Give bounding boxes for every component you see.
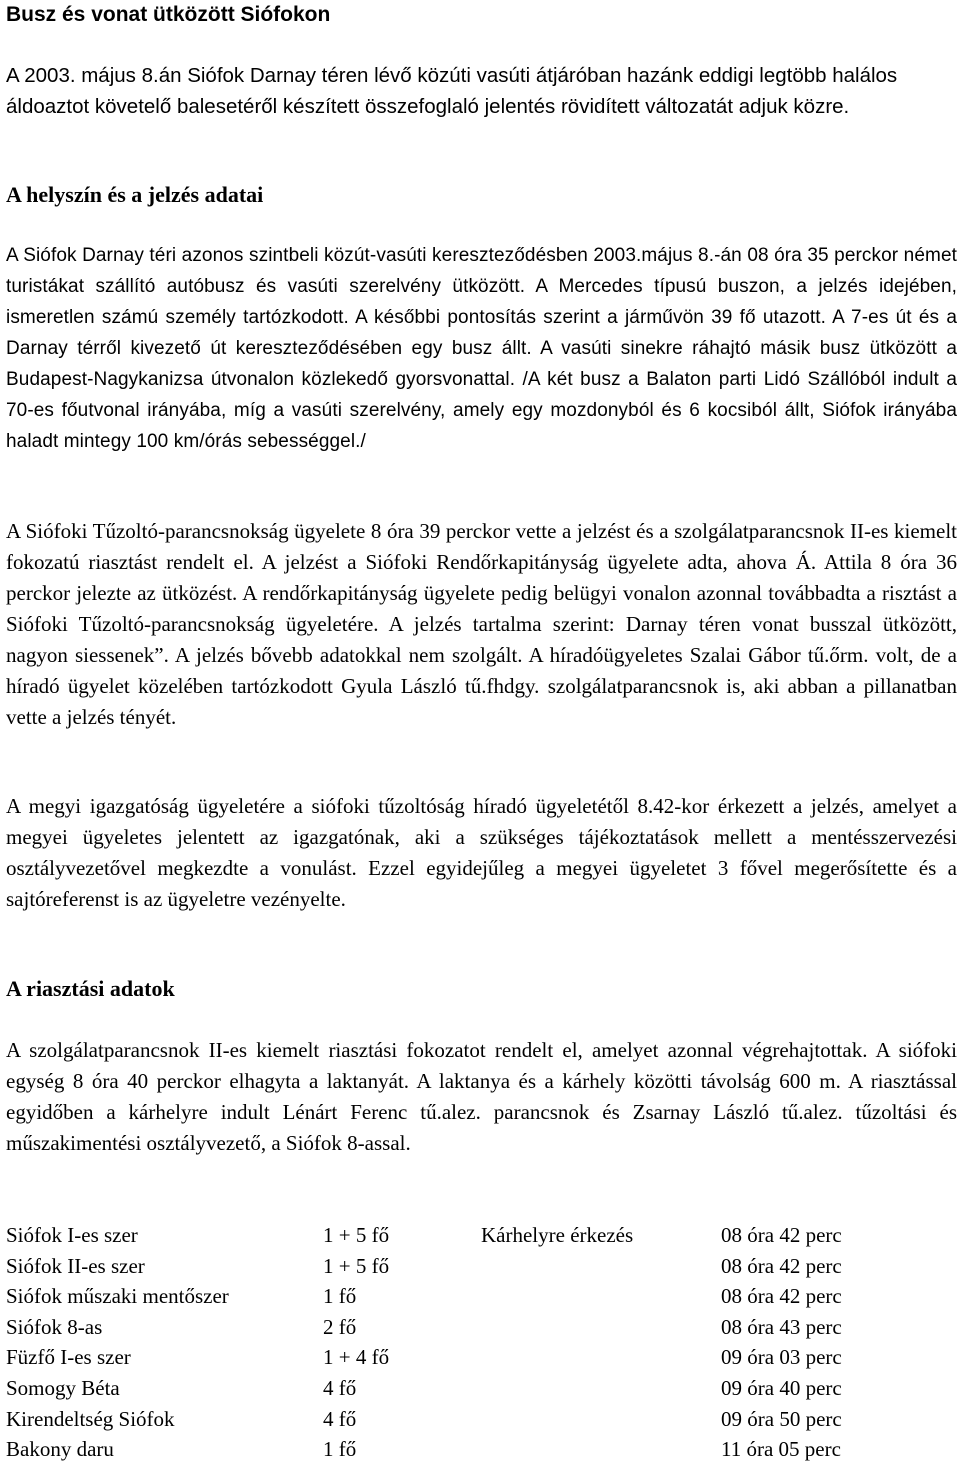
- unit-name-cell: Siófok II-es szer: [6, 1253, 145, 1278]
- event-cell: [481, 1373, 721, 1404]
- event-cell: [481, 1434, 721, 1465]
- section-heading-location: A helyszín és a jelzés adatai: [6, 182, 264, 207]
- crew-count-cell: 4 fő: [323, 1375, 357, 1400]
- arrival-time-cell: 09 óra 03 perc: [721, 1345, 842, 1370]
- table-row: [6, 1434, 881, 1465]
- crew-count-cell: 1 + 5 fő: [323, 1223, 390, 1247]
- arrival-time-cell: 08 óra 42 perc: [721, 1223, 842, 1247]
- event-cell: [481, 1342, 721, 1373]
- event-cell: [481, 1404, 721, 1435]
- document-title: Busz és vonat ütközött Siófokon: [6, 3, 331, 26]
- crew-count-cell: 4 fő: [323, 1406, 357, 1431]
- event-cell: [481, 1312, 721, 1343]
- units-arrival-table: [6, 1220, 881, 1465]
- crew-count-cell: 1 fő: [323, 1437, 357, 1462]
- event-cell: [481, 1281, 721, 1312]
- crew-count-cell: 1 + 5 fő: [323, 1253, 390, 1278]
- paragraph-incident-details: A Siófok Darnay téri azonos szintbeli közút-vasúti kereszteződésben 2003.május 8.-án 08 óra 35 perckor német turistákat szállító autóbusz és vasúti szerelvény ütközött. A Mercedes típusú buszon, a jelzés idejében, ismeretlen számú személy tartózkodott. A későbbi pontosítás szerint a járművön 39 fő utazott. A 7-es út és a Darnay térről kivezető út kereszteződésében egy busz állt. A vasúti sinekre ráhajtó másik busz ütközött a Budapest-Nagykanizsa útvonalon közlekedő gyorsvonattal. /A két busz a Balaton parti Lidó Szállóból indult a 70-es főutvonal irányába, míg a vasúti szerelvény, amely egy mozdonyból és 6 kocsiból állt, Siófok irányába haladt mintegy 100 km/órás sebességgel./: [6, 245, 957, 452]
- unit-name-cell: Siófok I-es szer: [6, 1223, 138, 1247]
- paragraph-county-directorate: A megyi igazgatóság ügyeletére a siófoki tűzoltóság híradó ügyeletétől 8.42-kor érkezett a jelzés, amelyet a megyei ügyeletes jelentett az igazgatónak, aki a szükséges tájékoztatások mellett a mentésszervezési osztályvezetővel megkezdte a vonulást. Ezzel egyidejűleg a megyei ügyeletet 3 fővel megerősítette és a sajtóreferenst is az ügyeletre vezényelte.: [6, 794, 957, 911]
- section-heading-alarm: A riasztási adatok: [6, 976, 175, 1001]
- arrival-time-cell: 08 óra 42 perc: [721, 1253, 842, 1278]
- paragraph-alarm-details: A szolgálatparancsnok II-es kiemelt riasztási fokozatot rendelt el, amelyet azonnal végrehajtottak. A siófoki egység 8 óra 40 perckor elhagyta a laktanyát. A laktanya és a kárhely közötti távolság 600 m. A riasztással egyidőben a kárhelyre indult Lénárt Ferenc tű.alez. parancsnok és Zsarnay László tű.alez. tűzoltási és műszakimentési osztályvezető, a Siófok 8-assal.: [6, 1038, 957, 1155]
- unit-name-cell: Siófok műszaki mentőszer: [6, 1284, 229, 1309]
- table-row: [6, 1342, 881, 1373]
- table-row: [6, 1251, 881, 1282]
- arrival-time-cell: 11 óra 05 perc: [721, 1437, 841, 1462]
- table-row: [6, 1220, 881, 1251]
- arrival-time-cell: 08 óra 43 perc: [721, 1314, 842, 1339]
- unit-name-cell: Kirendeltség Siófok: [6, 1406, 175, 1431]
- crew-count-cell: 1 + 4 fő: [323, 1345, 390, 1370]
- event-cell: Kárhelyre érkezés: [481, 1223, 634, 1247]
- crew-count-cell: 1 fő: [323, 1284, 357, 1309]
- event-cell: [481, 1251, 721, 1282]
- arrival-time-cell: 09 óra 40 perc: [721, 1375, 842, 1400]
- intro-paragraph: A 2003. május 8.án Siófok Darnay téren lévő közúti vasúti átjáróban hazánk eddigi legtöbb halálos áldoaztot követelő balesetéről készített összefoglaló jelentés rövidített változatát adjuk közre.: [6, 64, 898, 118]
- table-row: [6, 1281, 881, 1312]
- unit-name-cell: Füzfő I-es szer: [6, 1345, 131, 1370]
- crew-count-cell: 2 fő: [323, 1314, 357, 1339]
- table-row: [6, 1373, 881, 1404]
- unit-name-cell: Siófok 8-as: [6, 1314, 103, 1339]
- unit-name-cell: Somogy Béta: [6, 1375, 120, 1400]
- arrival-time-cell: 09 óra 50 perc: [721, 1406, 842, 1431]
- arrival-time-cell: 08 óra 42 perc: [721, 1284, 842, 1309]
- unit-name-cell: Bakony daru: [6, 1437, 114, 1462]
- paragraph-alert-reception: A Siófoki Tűzoltó-parancsnokság ügyelete 8 óra 39 perckor vette a jelzést és a szolgálatparancsnok II-es kiemelt fokozatú riasztást rendelt el. A jelzést a Siófoki Rendőrkapitányság ügyelete adta, ahova Á. Attila 8 óra 36 perckor jelezte az ütközést. A rendőrkapitányság ügyelete pedig belügyi vonalon azonnal továbbadta a risztást a Siófoki Tűzoltó-parancsnokság ügyeletére. A jelzés tartalma szerint: Darnay téren vonat busszal ütközött, nagyon siessenek”. A jelzés bővebb adatokkal nem szolgált. A híradóügyeletes Szalai Gábor tű.őrm. volt, de a híradó ügyelet közelében tartózkodott Gyula László tű.fhdgy. szolgálatparancsnok is, aki abban a pillanatban vette a jelzés tényét.: [6, 519, 957, 729]
- table-row: [6, 1312, 881, 1343]
- table-row: [6, 1404, 881, 1435]
